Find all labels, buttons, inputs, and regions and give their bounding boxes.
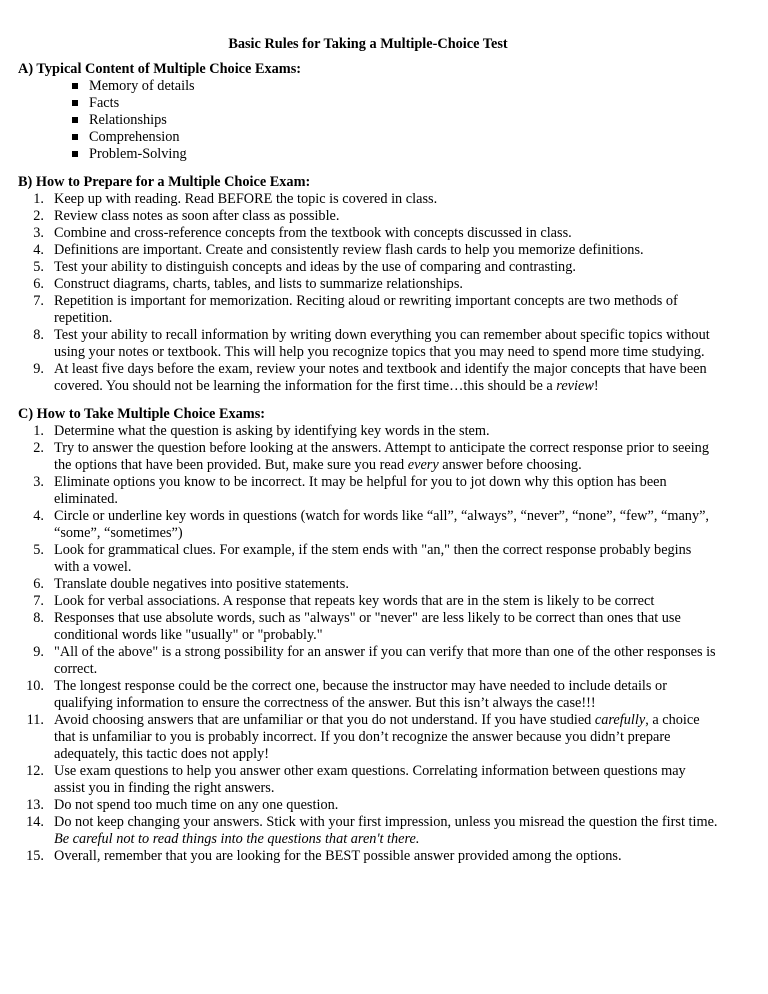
- item-number: 5.: [33, 542, 44, 558]
- section-c-list: [18, 423, 718, 865]
- section-b-list: [18, 191, 718, 395]
- item-text: Keep up with reading. Read BEFORE the topic is covered in class.: [54, 191, 438, 207]
- item-text: Definitions are important. Create and consistently review flash cards to help you memorize definitions.: [54, 242, 644, 258]
- list-item: [18, 644, 718, 678]
- item-number: 6.: [33, 276, 44, 292]
- item-text: Translate double negatives into positive statements.: [54, 576, 349, 592]
- document-title: Basic Rules for Taking a Multiple-Choice Test: [228, 36, 508, 52]
- section-a-heading: A) Typical Content of Multiple Choice Exams:: [18, 61, 302, 77]
- item-text: Avoid choosing answers that are unfamiliar or that you do not understand. If you have studied: [54, 712, 595, 728]
- item-text-end: !: [593, 378, 599, 394]
- item-text: Try to answer the question before looking at the answers. Attempt to anticipate the correct response prior to seeing the options that have been provided. But, make sure you read: [54, 440, 709, 473]
- item-number: 2.: [33, 208, 44, 224]
- list-item: [18, 763, 718, 797]
- list-item: [18, 508, 718, 542]
- item-text: Combine and cross-reference concepts from the textbook with concepts discussed in class.: [54, 225, 572, 241]
- item-text: Do not keep changing your answers. Stick with your first impression, unless you misread the question the first time.: [54, 814, 718, 830]
- item-text: Review class notes as soon after class as possible.: [54, 208, 340, 224]
- item-number: 1.: [33, 191, 44, 207]
- item-emphasis: every: [407, 457, 439, 473]
- item-emphasis: review: [556, 378, 594, 394]
- list-item: [18, 327, 718, 361]
- item-number: 15.: [26, 848, 44, 864]
- section-a: [18, 61, 718, 163]
- item-emphasis: carefully: [594, 712, 646, 728]
- section-b-heading: B) How to Prepare for a Multiple Choice Exam:: [18, 174, 311, 190]
- list-item: [18, 423, 718, 440]
- item-text: Do not spend too much time on any one question.: [54, 797, 339, 813]
- section-c: [18, 406, 718, 865]
- item-number: 13.: [26, 797, 44, 813]
- item-number: 11.: [26, 712, 44, 728]
- list-item: [18, 259, 718, 276]
- list-item: [18, 610, 718, 644]
- item-number: 8.: [33, 327, 44, 343]
- list-item: [18, 712, 718, 763]
- item-number: 3.: [33, 474, 44, 490]
- item-text: "All of the above" is a strong possibility for an answer if you can verify that more than one of the other responses is correct.: [54, 644, 716, 677]
- item-number: 3.: [33, 225, 44, 241]
- item-number: 2.: [33, 440, 44, 456]
- item-text: Circle or underline key words in questions (watch for words like “all”, “always”, “never”, “none”, “few”, “many”, “some”, “sometimes”): [54, 508, 710, 541]
- item-number: 14.: [26, 814, 44, 830]
- list-item: [18, 242, 718, 259]
- list-item: [18, 474, 718, 508]
- section-b: [18, 174, 718, 395]
- list-item: [18, 293, 718, 327]
- item-text: Repetition is important for memorization. Reciting aloud or rewriting important concepts are two methods of repetition.: [54, 293, 678, 326]
- item-number: 9.: [33, 361, 44, 377]
- item-text: Test your ability to distinguish concepts and ideas by the use of comparing and contrasting.: [54, 259, 576, 275]
- document-page: [18, 36, 718, 865]
- item-text: Test your ability to recall information by writing down everything you can remember about specific topics without using your notes or textbook. This will help you recognize topics that you may need to spend more time studying.: [54, 327, 710, 360]
- list-item: [18, 797, 718, 814]
- item-text: Overall, remember that you are looking for the BEST possible answer provided among the options.: [54, 848, 622, 864]
- item-text: Determine what the question is asking by identifying key words in the stem.: [54, 423, 490, 439]
- section-c-heading: C) How to Take Multiple Choice Exams:: [18, 406, 266, 422]
- list-item: [18, 678, 718, 712]
- list-item: Comprehension: [72, 129, 718, 146]
- list-item: [18, 191, 718, 208]
- item-text: Construct diagrams, charts, tables, and lists to summarize relationships.: [54, 276, 463, 292]
- list-item: Facts: [72, 95, 718, 112]
- item-number: 10.: [26, 678, 44, 694]
- list-item: Problem-Solving: [72, 146, 718, 163]
- section-a-list: [18, 78, 718, 163]
- item-number: 12.: [26, 763, 44, 779]
- item-text: Eliminate options you know to be incorrect. It may be helpful for you to jot down why this option has been eliminated.: [54, 474, 667, 507]
- item-number: 7.: [33, 293, 44, 309]
- list-item: [18, 276, 718, 293]
- item-number: 4.: [33, 508, 44, 524]
- list-item: [18, 361, 718, 395]
- list-item: [18, 593, 718, 610]
- item-text: Responses that use absolute words, such as "always" or "never" are less likely to be correct than ones that use conditional words like "usually" or "probably.": [54, 610, 681, 643]
- item-number: 9.: [33, 644, 44, 660]
- item-text: Look for verbal associations. A response that repeats key words that are in the stem is likely to be correct: [54, 593, 655, 609]
- list-item: [18, 542, 718, 576]
- item-number: 4.: [33, 242, 44, 258]
- item-text: Use exam questions to help you answer other exam questions. Correlating information between questions may assist you in finding the right answers.: [54, 763, 686, 796]
- item-text-end: answer before choosing.: [438, 457, 582, 473]
- item-text: The longest response could be the correct one, because the instructor may have needed to include details or qualifying information to ensure the correctness of the answer. But this isn’t always the case!!!: [54, 678, 667, 711]
- item-number: 8.: [33, 610, 44, 626]
- list-item: Memory of details: [72, 78, 718, 95]
- item-number: 7.: [33, 593, 44, 609]
- item-text: Look for grammatical clues. For example, if the stem ends with "an," then the correct response probably begins with a vowel.: [54, 542, 692, 575]
- item-text-end: , a choice that is unfamiliar to you is probably incorrect. If you don’t recognize the answer because you didn’t prepare adequately, this tactic does not apply!: [54, 712, 700, 762]
- list-item: [18, 225, 718, 242]
- item-number: 1.: [33, 423, 44, 439]
- item-text: At least five days before the exam, review your notes and textbook and identify the major concepts that have been covered. You should not be learning the information for the first time…this should be a: [54, 361, 707, 394]
- list-item: [18, 848, 718, 865]
- list-item: [18, 576, 718, 593]
- list-item: Relationships: [72, 112, 718, 129]
- list-item: [18, 208, 718, 225]
- list-item: [18, 440, 718, 474]
- item-emphasis: Be careful not to read things into the questions that aren't there.: [54, 831, 420, 847]
- item-number: 6.: [33, 576, 44, 592]
- item-number: 5.: [33, 259, 44, 275]
- list-item: [18, 814, 718, 848]
